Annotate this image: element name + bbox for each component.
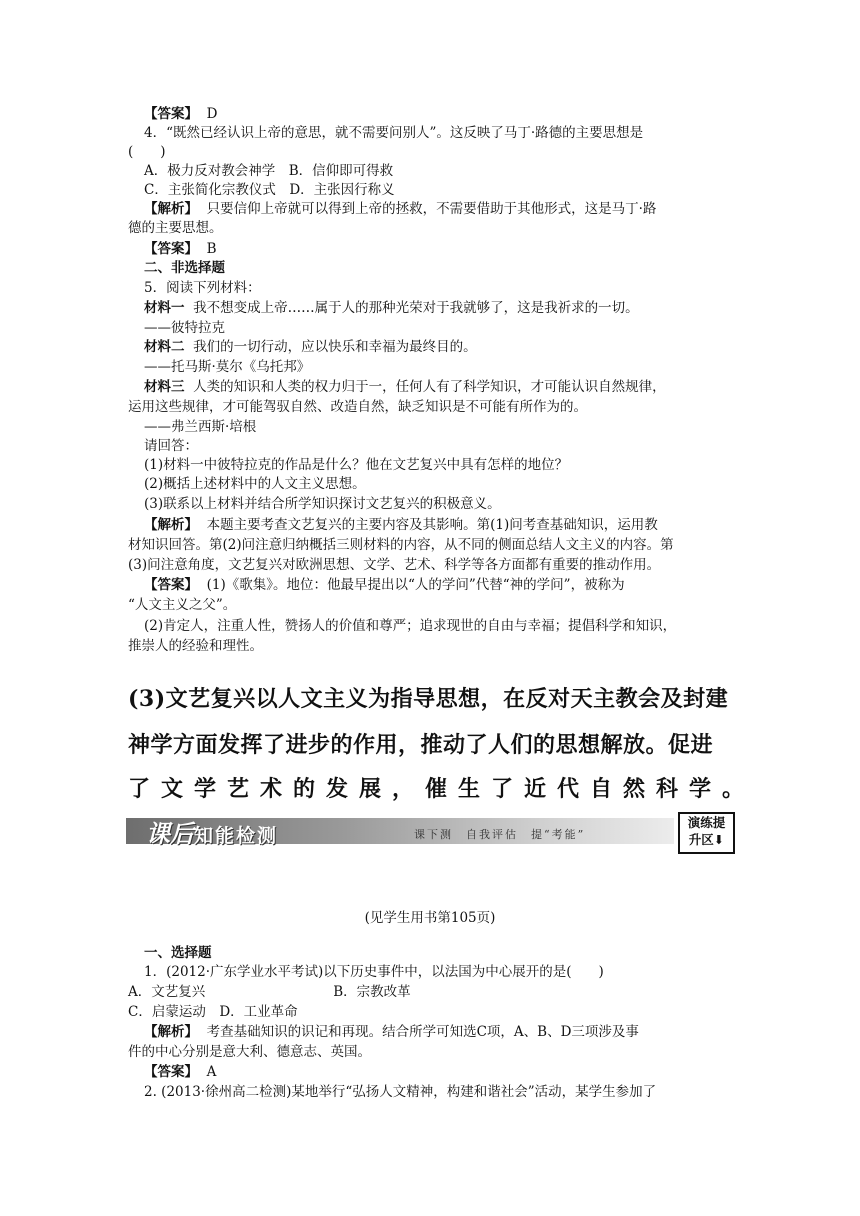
question-1-options-2: C．启蒙运动 D．工业革命 bbox=[128, 1004, 298, 1020]
material-label: 材料二 bbox=[144, 339, 185, 355]
box-line-1: 演练提 bbox=[687, 815, 726, 830]
prompt-label: 请回答： bbox=[144, 438, 198, 454]
answer-label: 【答案】 bbox=[144, 106, 198, 122]
question-4-options-2: C．主张简化宗教仪式 D．主张因行称义 bbox=[144, 182, 395, 198]
question-5-answer bbox=[144, 576, 750, 595]
answer-value: B bbox=[206, 241, 217, 257]
answer-label: 【答案】 bbox=[144, 241, 198, 257]
highlight-line-2: 神学方面发挥了进步的作用，推动了人们的思想解放。促进 bbox=[128, 732, 714, 758]
banner-title-a: 课后 bbox=[146, 819, 194, 848]
question-1-answer bbox=[144, 1063, 750, 1082]
answer-line bbox=[144, 105, 750, 124]
banner-title-b: 知能检测 bbox=[194, 825, 279, 847]
box-line-2: 升区⬇ bbox=[688, 832, 725, 847]
question-5-answer-cont: “人文主义之父”。 bbox=[128, 597, 237, 613]
answer-label: 【答案】 bbox=[144, 1064, 198, 1080]
section-banner bbox=[126, 812, 735, 852]
question-4-stem: 4．“既然已经认识上帝的意思，就不需要问别人”。这反映了马丁·路德的主要思想是 bbox=[144, 125, 644, 141]
answer-value: D bbox=[206, 106, 218, 122]
highlight-line-3: 了文学艺术的发展，催生了近代自然科学。 bbox=[128, 776, 756, 802]
question-4-options-1: A．极力反对教会神学 B．信仰即可得救 bbox=[144, 163, 394, 179]
analysis-label: 【解析】 bbox=[144, 201, 198, 217]
material-3-cont: 运用这些规律，才可能驾驭自然、改造自然，缺乏知识是不可能有所作为的。 bbox=[128, 399, 587, 415]
question-5-analysis-cont: (3)问注意角度，文艺复兴对欧洲思想、文学、艺术、科学等各方面都有重要的推动作用。 bbox=[128, 557, 661, 573]
analysis-text: 只要信仰上帝就可以得到上帝的拯救，不需要借助于其他形式，这是马丁·路 bbox=[206, 201, 657, 217]
material-label: 材料一 bbox=[144, 300, 185, 316]
question-4-paren: ( ) bbox=[128, 144, 166, 160]
answer-label: 【答案】 bbox=[144, 577, 198, 593]
question-5-analysis bbox=[144, 516, 750, 535]
analysis-label: 【解析】 bbox=[144, 1024, 198, 1040]
sub-question-1: (1)材料一中彼特拉克的作品是什么？他在文艺复兴中具有怎样的地位？ bbox=[144, 457, 569, 473]
question-1-options-1 bbox=[128, 983, 734, 1002]
banner-subtitle: 课下测 自我评估 提“考能” bbox=[414, 828, 586, 841]
question-1-analysis bbox=[144, 1023, 750, 1042]
material-2-source: ——托马斯·莫尔《乌托邦》 bbox=[144, 359, 311, 375]
sub-question-3: (3)联系以上材料并结合所学知识探讨文艺复兴的积极意义。 bbox=[144, 496, 501, 512]
answer-text: (1)《歌集》。地位：他最早提出以“人的学问”代替“神的学问”，被称为 bbox=[206, 577, 625, 593]
option-b: B．宗教改革 bbox=[333, 984, 411, 1000]
sub-question-2: (2)概括上述材料中的人文主义思想。 bbox=[144, 476, 366, 492]
material-text: 我们的一切行动，应以快乐和幸福为最终目的。 bbox=[193, 339, 477, 355]
material-3 bbox=[144, 378, 750, 397]
question-4-analysis bbox=[144, 200, 750, 219]
section-heading-choice: 一、选择题 bbox=[144, 945, 212, 961]
analysis-text: 本题主要考查文艺复兴的主要内容及其影响。第(1)问考查基础知识，运用教 bbox=[206, 517, 658, 533]
answer-value: A bbox=[206, 1064, 217, 1080]
material-2 bbox=[144, 338, 750, 357]
question-5-answer-2: (2)肯定人，注重人性，赞扬人的价值和尊严；追求现世的自由与幸福；提倡科学和知识， bbox=[144, 618, 677, 634]
question-1-analysis-cont: 件的中心分别是意大利、德意志、英国。 bbox=[128, 1044, 371, 1060]
material-label: 材料三 bbox=[144, 379, 185, 395]
page-reference: (见学生用书第105页) bbox=[364, 910, 496, 926]
analysis-label: 【解析】 bbox=[144, 517, 198, 533]
highlight-line-1: (3)文艺复兴以人文主义为指导思想，在反对天主教会及封建 bbox=[128, 686, 729, 712]
question-5-stem: 5．阅读下列材料： bbox=[144, 280, 261, 296]
analysis-text: 考查基础知识的识记和再现。结合所学可知选C项，A、B、D三项涉及事 bbox=[206, 1024, 639, 1040]
practice-zone-box bbox=[678, 812, 735, 854]
material-3-source: ——弗兰西斯·培根 bbox=[144, 419, 257, 435]
question-5-answer-2-cont: 推崇人的经验和理性。 bbox=[128, 638, 263, 654]
question-4-analysis-cont: 德的主要思想。 bbox=[128, 220, 223, 236]
question-1-stem: 1．(2012·广东学业水平考试)以下历史事件中，以法国为中心展开的是( ) bbox=[144, 964, 604, 980]
material-1 bbox=[144, 299, 750, 318]
material-1-source: ——彼特拉克 bbox=[144, 320, 225, 336]
material-text: 我不想变成上帝……属于人的那种光荣对于我就够了，这是我祈求的一切。 bbox=[193, 300, 639, 316]
option-a: A．文艺复兴 bbox=[128, 984, 206, 1000]
question-2-stem: 2. (2013·徐州高二检测)某地举行“弘扬人文精神，构建和谐社会”活动，某学生参加了 bbox=[144, 1084, 657, 1100]
section-heading-nonchoice: 二、非选择题 bbox=[144, 260, 225, 276]
question-5-analysis-cont: 材知识回答。第(2)问注意归纳概括三则材料的内容，从不同的侧面总结人文主义的内容。第 bbox=[128, 537, 674, 553]
question-4-answer bbox=[144, 240, 750, 259]
banner-title bbox=[146, 814, 278, 849]
material-text: 人类的知识和人类的权力归于一，任何人有了科学知识，才可能认识自然规律， bbox=[193, 379, 666, 395]
